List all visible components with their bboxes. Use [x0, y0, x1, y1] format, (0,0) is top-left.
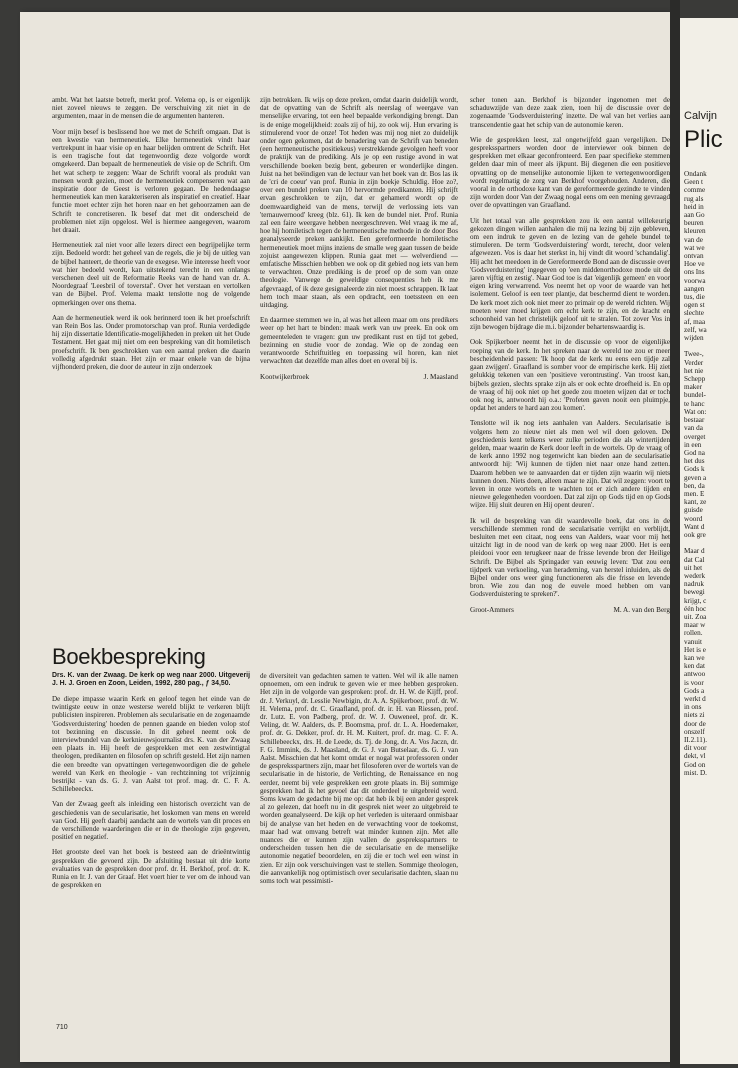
next-page-line: van de	[684, 235, 703, 244]
next-page-line: kleuren	[684, 227, 706, 236]
next-page-line: dit voor	[684, 744, 707, 753]
paragraph: ambt. Wat het laatste betreft, merkt prof. Velema op, is er eigenlijk niet zoveel nieuws te zeggen. De verschuiving zit niet in de argumenten, maar in de mensen die de argumenten hanteren.	[52, 96, 250, 121]
next-page-line: wat we	[684, 243, 705, 252]
next-page-line: Hoe ve	[684, 260, 705, 269]
paragraph: zijn betrokken. Ik wijs op deze preken, omdat daarin duidelijk wordt, dat de opvatting van de Schrift als neerslag of weergave van menselijke ervaring, tot een heel bepaalde verkondiging brengt. Dan is de enige mogelijkheid: zoals zij of hij, zo ook wij. Hun ervaring is stimulerend voor de onze! Tot heden was mij nog niet zo duidelijk onder ogen gekomen, dat de benadering van de Schrift van beneden (een hermeneutische positiekeus) verstrekkende gevolgen heeft voor de praktijk van de prediking. Als je op een rustige avond in wat verschillende boeken bezig bent, gebeuren er wonderlijke dingen. Juist na het beëindigen van de lectuur van het boek van dr. Bos las ik de 'cri de coeur' van prof. Runia in zijn boekje Schuldig. Hoe zo?, over een bundel preken van 10 hervormde predikanten. Hij schrijft ervan geschrokken te zijn, dat er gehamerd wordt op de doemwaardigheid van de mens, terwijl de verlossing iets van 'ternauwernood' kreeg (blz. 61). Ik ken de bundel niet. Prof. Runia zal een faire weergave hebben neergeschreven. Wel vraag ik me af, hoe hij homiletisch tegen de hermeneutische methode in de door Bos geanalyseerde preken aankijkt. Een gereformeerde homiletische hermeneutiek moet mijns inziens de smalle weg gaan tussen de beide zojuist aangewezen klippen. Runia gaat met — welverdiend — emfatische Misschien hebben we ook op dit gebied nog iets van hem te verwachten. Onze prediking is de proef op de som van onze theologie. Vanwege de geweldige consequenties heb ik me afgevraagd, of ik deze gesignaleerde zin niet moest schrappen. Ik laat hem toch maar staan, als een opdracht, een toetssteen en een uitdaging.	[260, 96, 458, 310]
next-page-line: antwoo	[684, 670, 706, 679]
signature-author: J. Maasland	[423, 372, 458, 381]
paragraph: Het grootste deel van het boek is besteed aan de drieëntwintig gesprekken die gevoerd zijn. De afsluiting bestaat uit drie korte evaluaties van de gesprekken door prof. dr. H. Berkhof, prof. dr. K. Runia en Ir. J. van der Graaf. Het voert hier te ver om de inhoud van de gesprekken en	[52, 848, 250, 890]
next-page-line: is voor	[684, 678, 704, 687]
column-3	[470, 96, 670, 614]
paragraph: En daarmee stemmen we in, al was het alleen maar om ons predikers weer op het hart te binden: maak werk van uw preek. En ook om gemeenteleden te vragen: gun uw predikant rust en tijd tot gebed, bezinning en studie voor de zondag. Wie op de zondag een verantwoorde Schriftuitleg en toepassing wil horen, kan niet verwachten dat dezelfde man alles doet en overal bij is.	[260, 316, 458, 366]
next-page-line: van da	[684, 424, 703, 433]
column-2-top	[260, 96, 458, 381]
review-heading: Boekbespreking	[52, 644, 206, 669]
next-page-line: Verder	[684, 358, 704, 367]
next-page-line: Ondank	[684, 170, 707, 178]
next-page-line: maker	[684, 383, 702, 392]
next-page-line: in een	[684, 440, 702, 449]
next-page-line: uit. Zoa	[684, 612, 707, 621]
next-page-line: Geen t	[684, 178, 703, 187]
next-page-line: voorwa	[684, 276, 706, 285]
next-page-line: rollen.	[684, 629, 703, 638]
next-page-line: werkt d	[684, 695, 706, 703]
next-page-line: één hoc	[684, 604, 707, 613]
next-page-line: ontvan	[684, 252, 704, 261]
book-gutter	[670, 0, 680, 1068]
magazine-page	[20, 12, 670, 1062]
next-page-line: Wat on:	[684, 407, 707, 416]
next-page-line: comme	[684, 186, 706, 195]
next-page-line: guisde	[684, 506, 703, 515]
next-page-line: woord	[684, 514, 703, 523]
next-page-line: ken dat	[684, 662, 705, 671]
paragraph: Van der Zwaag geeft als inleiding een historisch overzicht van de geschiedenis van de secularisatie, het loskomen van mens en wereld van God. Hij geeft daarbij aandacht aan de wortels van dit proces en de verschillende waarderingen die er in de theologie zijn gegeven, positief en negatief.	[52, 800, 250, 842]
next-page-line: ogen st	[684, 301, 705, 310]
next-page-line: Gods a	[684, 686, 705, 695]
next-page-line: Twee-,	[684, 350, 704, 359]
next-page-line: kant, ze	[684, 498, 707, 507]
next-page-line: Schepp	[684, 375, 706, 384]
next-page-line: rug als	[684, 194, 704, 203]
next-page-line: niets zi	[684, 711, 705, 720]
paragraph: Ik wil de bespreking van dit waardevolle boek, dat ons in de verschillende stemmen rond de secularisatie verrijkt en verblijdt, besluiten met een citaat, nog eens van Aalders, waar voor mij het uitzicht ligt in de nood van de kerk op weg naar 2000. Het is een pleidooi voor een terugkeer naar de frisse levende bron der Heilige Schrift. De Bijbel als Springader van eeuwig leven: 'Dat zou een tijdperk van verkoeling, van herademing, van herstel inluiden, als de Bijbel onder ons weer ging functioneren als die frisse en levende bron. Wie zou dan nog de euvele moed hebben om van Godsverduistering te spreken?'.	[470, 516, 670, 599]
next-page-line: af, maa	[684, 317, 706, 326]
signature-author: M. A. van den Berg	[613, 605, 670, 614]
paragraph: De diepe impasse waarin Kerk en geloof tegen het einde van de twintigste eeuw in onze westerse wereld blijkt te verkeren blijft publicisten inspireren. Problemen als secularisatie en de zogenaamde 'Godsverduistering' hoeden de pennen gaande en bieden volop stof tot bezinning en discussie. In dit geheel neemt ook de interviewbundel van de kerknieuwsjournalist drs. K. van der Zwaag een plaats in. Hij heeft de gesprekken met een zestwintigtal theologen, predikanten en filosofen op schrift gesteld. Het zijn namen die een breedte van opvattingen vertegenwoordigen die de gehele wereld van Kerk en theologie - van rechtzinning tot vrijzinnig bestrijkt - van ds. G. J. van Aalst tot prof. mag. dr. C. F. A. Schillebeeckx.	[52, 695, 250, 794]
signature-place: Kootwijkerbroek	[260, 372, 310, 381]
paragraph: Ook Spijkerboer neemt het in de discussie op voor de eigenlijke roeping van de kerk. In het spreken naar de wereld toe zou er meer bescheidenheid passen: 'Ik hoop dat de kerk nu eens een tijdje zal gaan zwijgen'. Graafland is somber voor de empirische kerk. Hij ziet gelukkig tekenen van een 'positieve verontrusting'. Van troost kan, bijbels gezien, slechts sprake zijn als er ook echte droefheid is. En op de vraag of hij ook niet op het goede zou moeten wijzen dat er toch ook nog is, antwoordt hij o.a.: 'Profeten gaven nooit een pluimpje, opdat het anders te hard aan zou komen'.	[470, 338, 670, 413]
paragraph: scher tonen aan. Berkhof is bijzonder ingenomen met de schaduwzijde van deze zaak zien, toen hij de discussie over de zogenaamde 'Godsverduistering' inzette. De wal van het verlies aan transcendentie gaat het schip van de autonomie keren.	[470, 96, 670, 129]
next-page-line: Gods k	[684, 465, 705, 474]
next-page-line: God on	[684, 760, 706, 769]
next-page-line: bewegi	[684, 588, 705, 597]
next-page-line: onszelf	[684, 727, 705, 736]
column-1-top	[52, 96, 250, 378]
paragraph: de diversiteit van gedachten samen te vatten. Wel wil ik alle namen opnoemen, om een indruk te geven wie er mee hebben gesproken. Het zijn in de volgorde van gesproken: prof. dr. H. W. de Kijff, prof. dr. J. Verkuyl, dr. Lesslie Newbigin, dr. A. A. Spijkerboer, prof. dr. W. H. Velema, prof. dr. C. Graafland, prof. dr. ir. H. van Riessen, prof. dr. Lutz. E. von Padberg, prof. dr. W. J. Ouweneel, prof. dr. K. Veling, dr. W. Aalders, ds. P. Boomsma, prof. dr. L. A. Hoedemaker, prof. dr. G. Dekker, prof. dr. H. M. Kuitert, prof. dr. mag. C. F. A. Schillebeeckx, drs. H. de Leede, ds. Tj. de Jong, dr. A. Vos Jaczn, dr. F. G. Immink, ds. J. Maasland, dr. G. J. van Butselaar, ds. G. J. van Aalst. Misschien dat het komt omdat er nogal wat professoren onder de gespreksspartners zijn, maar het filosoferen over de wortels van de secularisatie in de historie, de Verlichting, de Renaissance en nog eerder, neemt bij vele gesprekken een grote plaats in. Bij sommige gesprekken had ik het gevoel dat dit onderdeel te uitgebreid werd. Soms kwam de gedachte bij me op: dat heb ik bij een ander gesprek al zo gelezen, dat hoeft nu in dit gesprek niet weer zo uitgebreid te worden geanalyseerd. De kijk op het verleden is uiteraard onmisbaar bij de analyse van het heden en de verwachting voor de toekomst, maar had wat omvang betreft wat minder kunnen zijn. Met alle nuances die er kunnen zijn vallen de gespreksspartners te onderscheiden tussen hen die de secularisatie en de menselijke autonomie negatief beoordelen, en zij die er toch wel een winst in zien. Er zijn ook verschuivingen vast te stellen. Sommige theologen, die aanvankelijk nog optimistisch over secularisatie dachten, slaan nu soms toch wat pessimisti-	[260, 672, 458, 886]
next-page-line: heid in	[684, 202, 704, 211]
column-1-bottom	[52, 672, 250, 896]
book-info: Drs. K. van der Zwaag. De kerk op weg naar 2000. Uitgeverij J. H. J. Groen en Zoon, Leiden, 1992, 280 pag., ƒ 34,50.	[52, 672, 250, 687]
paragraph: Voor mijn besef is beslissend hoe we met de Schrift omgaan. Dat is een kwestie van hermeneutiek. Elke hermeneutiek vindt haar vertrekpunt in haar visie op en haar belijden omtrent de Schrift. Het is een tragische fout dat tegenwoordig deze volgorde wordt omgekeerd. Dan bepaalt de hermeneutiek de visie op de Schrift. Om het wat scherp te zeggen: Waar de Schrift vooral als produkt van mensen wordt gezien, moet de hermeneutiek compenseren wat aan inspiratie door de Geest is verloren gegaan. De hedendaagse hermeneutiek kan men karakteriseren als inspiratief en creatief. Haar functie moet echter zijn het horen naar en het gehoorzamen aan de Schrift te concretiseren. Ik besef dat met dit onderscheid de problemen niet zijn opgelost. Wel is hiermee aangegeven, waarom het draait.	[52, 127, 250, 235]
column-2-bottom	[260, 672, 458, 892]
next-page-line: beuren	[684, 219, 704, 228]
paragraph: Aan de hermeneutiek werd ik ook herinnerd toen ik het proefschrift van Rein Bos las. Onder promotorschap van prof. Runia verdedigde hij zijn dissertatie Identificatie-mogelijkheden in preken uit het Oude Testament. Het gaat mij niet om een bespreking van dit homiletisch proefschrift. Ik ben geschrokken van een aantal preken die daarin volledig afgedrukt staan. Het zijn er maar enkele van de bijna vijfhonderd preken, die door de auteur in zijn onderzoek	[52, 313, 250, 372]
paragraph: Hermeneutiek zal niet voor alle lezers direct een begrijpelijke term zijn. Bedoeld wordt: het geheel van de regels, die je bij de uitleg van de bijbel hanteert, de theorie van de exegese. Wie interesse heeft voor wat hier bedoeld wordt, kan uitstekend terecht in een onlangs verschenen deel uit de Reformatie Reeks van de hand van dr. A. Noordegraaf 'Leesbril of toverstaf'. Over het verstaan en vertolken van de Bijbel. Prof. Velema maakt tenslotte nog de volgende opmerkingen over ons thema.	[52, 241, 250, 307]
signature	[470, 606, 670, 614]
next-page-line: bundel-	[684, 391, 706, 400]
next-page-line: geven a	[684, 473, 707, 482]
next-page-line: in ons	[684, 703, 702, 712]
signature-place: Groot-Ammers	[470, 605, 514, 614]
next-page-kicker: Calvijn	[684, 110, 718, 122]
next-page-line: door de	[684, 719, 706, 728]
next-page-line: Maar d	[684, 547, 705, 556]
next-page-line: II.2.11).	[684, 736, 708, 745]
next-page-line: te hanc	[684, 399, 705, 408]
paragraph: Uit het totaal van alle gesprekken zou ik een aantal willekeurig gekozen dingen willen aanhalen die mij na lezing bij zijn gebleven, om een indruk te geven en de lezing van de gehele bundel te stimuleren. De term 'Godsverduistering' wordt, terecht, door velen afgewezen. Vos is daar het sterkst in, hij vindt dit woord 'schandalig'. Hij acht het meedoen in de Gereformeerde Bond aan de discussie over 'Godsverduistering' ingegeven op 'een middenorthodoxe mode uit de jaren vijftig en zestig'. Naar God toe is dat 'eigenlijk gemeen' en voor eigen kring verwarrend. Vos neemt het op voor de waarde van het isolement. Geloof is een teer plantje, dat beschermd dient te worden. De kerk moet zich ook niet meer zo primair op de wereld richten. Wij moeten weer moed krijgen om echt kerk te zijn, en de kracht en schoonheid van het christelijk geloof uit te stralen. Tot zover Vos in zijn bewogen bijdrage die m.i. bijzonder behartenswaardig is.	[470, 216, 670, 332]
next-page-line: vanuit	[684, 637, 702, 646]
next-page-line: kan we	[684, 653, 705, 662]
signature	[260, 373, 458, 381]
next-page-line: krijgt, c	[684, 596, 707, 605]
next-page-line: men. E	[684, 489, 705, 498]
next-page-line: mist. D.	[684, 768, 707, 777]
next-page-line: zelf, wa	[684, 325, 707, 334]
next-page-line: maar w	[684, 621, 706, 630]
next-page-line: aangen	[684, 284, 705, 293]
next-page-line: ben, da	[684, 481, 705, 490]
next-page-edge	[680, 18, 738, 1064]
next-page-line: dat Cal	[684, 555, 705, 564]
next-page-line: ons Ins	[684, 268, 705, 277]
next-page-line: slechte	[684, 309, 704, 318]
next-page-line: nadruk	[684, 580, 704, 589]
next-page-text-fragments	[684, 170, 738, 777]
next-page-line: bestaar	[684, 416, 705, 425]
paragraph: Wie de gesprekken leest, zal ongetwijfeld gaan vergelijken. De gespreksspartners worden door de interviewer ook binnen de gesprekken met elkaar geconfronteerd. Een paar specifieke stemmen gelden daar min of meer als ijkpunt. Bij diegenen die een positieve opvatting op de menselijke autonomie lijken te vertegenwoordigen wordt regelmatig de zorg van Berkhof voorgehouden. Anderen, die vooral in de orthodoxe kant van de gereformeerde gezindte te vinden zijn worden door Van der Zwaag nogal eens om een mening gevraagd over de opvattingen van Graafland.	[470, 135, 670, 210]
next-page-line: Want d	[684, 522, 705, 531]
next-page-line: ook gre	[684, 530, 706, 539]
next-page-line: dekt, vl	[684, 752, 706, 761]
next-page-line: Het is e	[684, 645, 706, 654]
next-page-line: aan Go	[684, 211, 705, 220]
next-page-line: het nie	[684, 366, 704, 375]
page-number: 710	[56, 1024, 68, 1031]
next-page-line: tus, die	[684, 293, 705, 302]
next-page-line: wederk	[684, 571, 706, 580]
next-page-line: God na	[684, 448, 705, 457]
next-page-line	[684, 539, 738, 547]
next-page-line	[684, 342, 738, 350]
paragraph: Tenslotte wil ik nog iets aanhalen van Aalders. Secularisatie is volgens hem zo nieuw niet als men wel wil doen geloven. De geschiedenis kent telkens weer zulke perioden die als wintertijden gelden, maar waarin de Kerk door leeft in de wortels. Op de vraag of de kerk anno 1992 nog tegenwicht kan bieden aan de secularisatie antwoordt hij: 'Wij kunnen de tijden niet naar onze hand zetten. Daarom hebben we te aanvaarden dat er tijden zijn waarin wij niets kunnen doen. Niets doen, alleen maar te zijn. Dat wil zeggen: voort te leven in onze wortels en te wachten tot er zich andere tijden en nieuwe gelegenheden voordoen. Dat zal zijn op Gods tijd en op Gods wijze. Hij sluit deuren en Hij opent deuren'.	[470, 419, 670, 510]
next-page-line: overget	[684, 432, 706, 441]
next-page-line: wijden	[684, 334, 704, 343]
next-page-line: uit het	[684, 563, 703, 572]
next-page-line: het dus	[684, 457, 705, 466]
next-page-heading: Plic	[684, 126, 723, 153]
